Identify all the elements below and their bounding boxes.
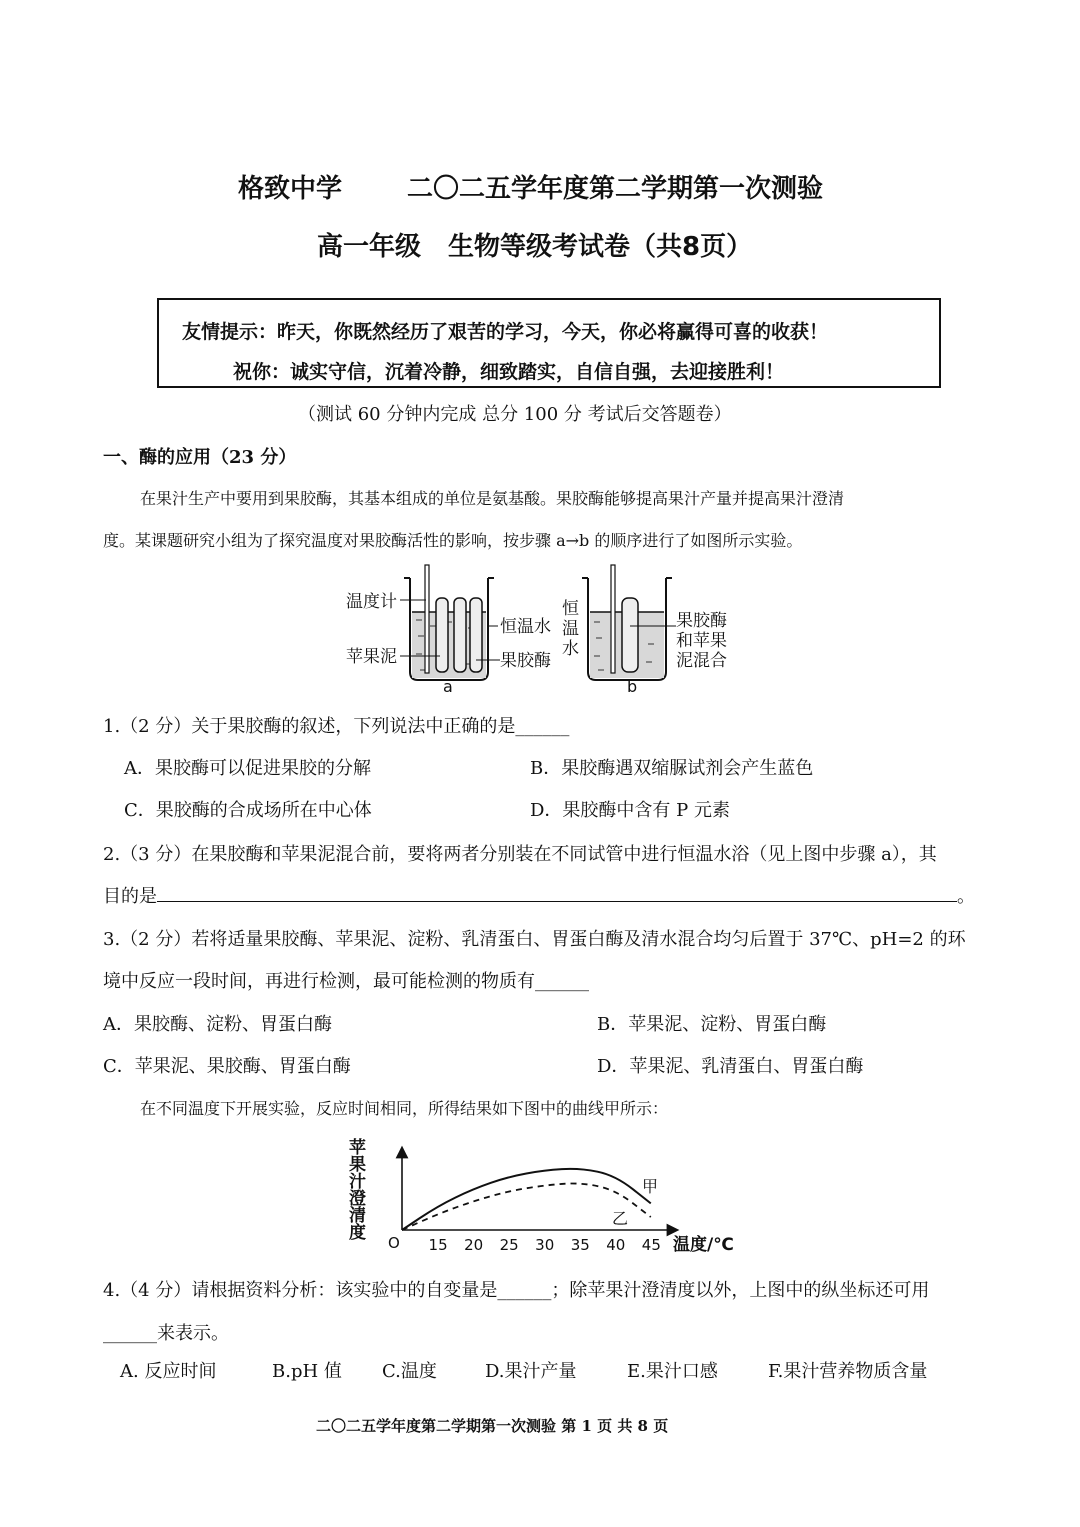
q4-line2	[103, 1319, 229, 1345]
q3-option-b: B．苹果泥、淀粉、胃蛋白酶	[597, 1014, 827, 1035]
q1-answer-blank[interactable]: ______	[515, 716, 570, 737]
beaker-figure	[330, 560, 750, 700]
q2-answer-blank[interactable]	[157, 883, 957, 902]
y-axis-label: 苹果汁澄清度	[345, 1138, 365, 1240]
q4-stem-text: 4.（4 分）请根据资料分析：该实验中的自变量是	[103, 1280, 498, 1301]
label-mixture-1: 果胶酶	[676, 611, 727, 631]
x-tick-labels	[429, 1236, 661, 1254]
beaker-a	[346, 565, 551, 696]
q1-stem	[103, 712, 569, 738]
thermometer-a	[425, 565, 429, 673]
label-mixture-2: 和苹果	[676, 631, 727, 651]
beaker-b	[562, 565, 727, 696]
label-constant-water-a: 恒温水	[500, 617, 551, 637]
origin-label: O	[388, 1234, 400, 1252]
section-heading: 一、酶的应用（23 分）	[103, 447, 297, 468]
x-tick-15: 15	[428, 1236, 448, 1254]
tube-pectinase-2	[470, 598, 482, 672]
label-constant-1: 恒	[562, 599, 579, 619]
x-tick-35: 35	[570, 1236, 590, 1254]
x-tick-20: 20	[464, 1236, 484, 1254]
intro-line-2: 度。某课题研究小组为了探究温度对果胶酶活性的影响，按步骤 a→b 的顺序进行了如图所示实验。	[103, 531, 803, 550]
q4-blank-2[interactable]: ______	[103, 1323, 157, 1344]
q3-stem-line-2	[103, 967, 589, 993]
x-tick-30: 30	[535, 1236, 555, 1254]
x-tick-25: 25	[499, 1236, 519, 1254]
series-label-yi: 乙	[612, 1209, 629, 1228]
q4-option-b: B.pH 值	[272, 1361, 342, 1382]
notice-line-1: 友情提示：昨天，你既然经历了艰苦的学习，今天，你必将赢得可喜的收获！	[182, 321, 829, 343]
intro-line-1: 在果汁生产中要用到果胶酶，其基本组成的单位是氨基酸。果胶酶能够提高果汁产量并提高果汁澄清	[140, 489, 845, 508]
x-tick-45: 45	[641, 1236, 661, 1254]
label-pectinase: 果胶酶	[500, 651, 551, 671]
label-apple-puree: 苹果泥	[346, 647, 397, 667]
exam-info: （测试 60 分钟内完成 总分 100 分 考试后交答题卷）	[298, 404, 732, 425]
clarity-temperature-chart	[345, 1132, 734, 1264]
q3-option-a: A．果胶酶、淀粉、胃蛋白酶	[103, 1014, 332, 1035]
grade-label: 高一年级	[317, 232, 422, 262]
x-tick-40: 40	[606, 1236, 626, 1254]
label-constant-3: 水	[562, 639, 579, 659]
tube-pectinase-1	[454, 598, 466, 672]
notice-line-2: 祝你：诚实守信，沉着冷静，细致踏实，自信自强，去迎接胜利！	[233, 361, 785, 383]
q2-stem: 2.（3 分）在果胶酶和苹果泥混合前，要将两者分别装在不同试管中进行恒温水浴（见上图中步骤 a），其	[103, 844, 937, 865]
q1-option-a: A．果胶酶可以促进果胶的分解	[124, 758, 371, 779]
tube-apple-puree	[436, 598, 448, 672]
q4-option-a: A. 反应时间	[120, 1361, 217, 1382]
q1-option-c: C．果胶酶的合成场所在中心体	[124, 800, 372, 821]
q3-option-c: C．苹果泥、果胶酶、胃蛋白酶	[103, 1056, 351, 1077]
q3-answer-blank[interactable]: ______	[535, 971, 589, 992]
page-footer: 二〇二五学年度第二学期第一次测验 第 1 页 共 8 页	[316, 1417, 669, 1435]
tube-mixture	[622, 598, 638, 672]
q1-option-d: D．果胶酶中含有 P 元素	[530, 800, 730, 821]
q4-option-e: E.果汁口感	[627, 1361, 718, 1382]
q4-option-f: F.果汁营养物质含量	[768, 1361, 928, 1382]
label-thermometer: 温度计	[346, 592, 397, 612]
x-axis-label: 温度/℃	[673, 1235, 734, 1255]
q4-stem	[103, 1276, 929, 1302]
q4-option-c: C.温度	[382, 1361, 437, 1382]
label-constant-2: 温	[562, 619, 579, 639]
q2-prefix: 目的是	[103, 886, 157, 907]
subject-title: 生物等级考试卷（共8页）	[448, 232, 753, 262]
label-step-b: b	[627, 677, 638, 696]
q2-suffix: 。	[957, 886, 975, 907]
label-step-a: a	[443, 677, 453, 696]
q2-line2	[103, 882, 975, 908]
q4-end-text: 来表示。	[157, 1323, 229, 1344]
q4-option-d: D.果汁产量	[485, 1361, 577, 1382]
thermometer-b	[611, 565, 615, 673]
q3-option-d: D．苹果泥、乳清蛋白、胃蛋白酶	[597, 1056, 864, 1077]
exam-title: 二〇二五学年度第二学期第一次测验	[407, 174, 824, 204]
label-mixture-3: 泥混合	[676, 651, 727, 671]
q3-stem-text: 境中反应一段时间，再进行检测，最可能检测的物质有	[103, 971, 535, 992]
q4-blank-1[interactable]: ______	[497, 1280, 552, 1301]
q4-mid-text: ；除苹果汁澄清度以外，上图中的纵坐标还可用	[551, 1280, 930, 1301]
experiment-text: 在不同温度下开展实验，反应时间相同，所得结果如下图中的曲线甲所示：	[140, 1099, 669, 1118]
series-label-jia: 甲	[642, 1177, 659, 1196]
q1-option-b: B．果胶酶遇双缩脲试剂会产生蓝色	[530, 758, 814, 779]
school-name: 格致中学	[238, 174, 343, 204]
q3-stem-line-1: 3.（2 分）若将适量果胶酶、苹果泥、淀粉、乳清蛋白、胃蛋白酶及清水混合均匀后置于 37℃、pH=2 的环	[103, 929, 966, 950]
q1-stem-text: 1.（2 分）关于果胶酶的叙述，下列说法中正确的是	[103, 716, 516, 737]
